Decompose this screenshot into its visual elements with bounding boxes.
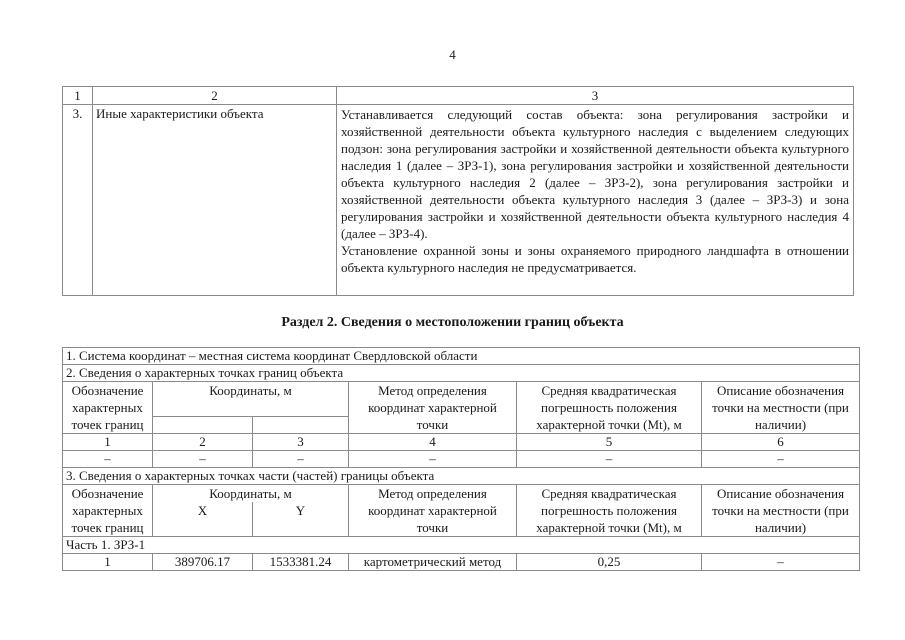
part-label-row: Часть 1. ЗРЗ-1 xyxy=(63,537,860,554)
dash-cell: – xyxy=(253,451,349,468)
dash-cell: – xyxy=(517,451,702,468)
header-cell: 2 xyxy=(93,87,337,105)
table-header-row xyxy=(63,485,860,503)
dash-cell: – xyxy=(349,451,517,468)
description-paragraph: Устанавливается следующий состав объекта: зона регулирования застройки и хозяйственной деятельности объекта культурного наследия с выделением следующих подзон: зона регулирования застройки и хозяйственной деятельности объекта культурного наследия 1 (далее – ЗРЗ-1), зона регулирования застройки и хозяйственной деятельности объекта культурного наследия 2 (далее – ЗРЗ-2), зона регулирования застройки и хозяйственной деятельности объекта культурного наследия 3 (далее – ЗРЗ-3) и зона регулирования застройки и хозяйственной деятельности объекта культурного наследия 4 (далее – ЗРЗ-4). xyxy=(341,107,849,241)
characteristics-table xyxy=(62,86,854,296)
dash-cell: – xyxy=(153,451,253,468)
table-row xyxy=(63,105,854,296)
col-number: 3 xyxy=(253,434,349,451)
error-value: 0,25 xyxy=(517,554,702,571)
col-method-header: Метод определения координат характерной точки xyxy=(349,485,517,537)
table-row xyxy=(63,348,860,365)
header-cell: 1 xyxy=(63,87,93,105)
description-paragraph: Установление охранной зоны и зоны охраняемого природного ландшафта в отношении объекта культурного наследия не предусматривается. xyxy=(341,243,849,275)
col-x-empty xyxy=(153,417,253,434)
point-number: 1 xyxy=(63,554,153,571)
boundaries-table xyxy=(62,347,860,571)
row-number: 3. xyxy=(63,105,93,296)
col-number: 5 xyxy=(517,434,702,451)
table-row xyxy=(63,468,860,485)
col-number: 4 xyxy=(349,434,517,451)
page-number: 4 xyxy=(449,47,456,62)
method-value: картометрический метод xyxy=(349,554,517,571)
table-row xyxy=(63,434,860,451)
col-point-header: Обозначение характерных точек границ xyxy=(63,485,153,537)
section-title: Раздел 2. Сведения о местоположении границ объекта xyxy=(281,315,624,330)
table-row xyxy=(63,451,860,468)
table-row xyxy=(63,554,860,571)
col-error-header: Средняя квадратическая погрешность положения характерной точки (Mt), м xyxy=(517,485,702,537)
col-method-header: Метод определения координат характерной точки xyxy=(349,382,517,434)
table-row xyxy=(63,365,860,382)
dash-cell: – xyxy=(702,451,860,468)
table-row xyxy=(63,537,860,554)
coord-y: 1533381.24 xyxy=(253,554,349,571)
coord-x: 389706.17 xyxy=(153,554,253,571)
col-coords-header: Координаты, м xyxy=(153,485,349,503)
col-number: 1 xyxy=(63,434,153,451)
coord-system-row: 1. Система координат – местная система координат Свердловской области xyxy=(63,348,860,365)
row-description xyxy=(337,105,854,296)
col-point-header: Обозначение характерных точек границ xyxy=(63,382,153,434)
points-section-row: 2. Сведения о характерных точках границ объекта xyxy=(63,365,860,382)
table-header-row xyxy=(63,382,860,417)
row-name: Иные характеристики объекта xyxy=(93,105,337,296)
col-number: 2 xyxy=(153,434,253,451)
col-coords-header: Координаты, м xyxy=(153,382,349,417)
col-x-header: X xyxy=(153,502,253,537)
col-desc-header: Описание обозначения точки на местности (при наличии) xyxy=(702,382,860,434)
description-value: – xyxy=(702,554,860,571)
header-cell: 3 xyxy=(337,87,854,105)
col-error-header: Средняя квадратическая погрешность положения характерной точки (Mt), м xyxy=(517,382,702,434)
col-y-empty xyxy=(253,417,349,434)
part-points-section-row: 3. Сведения о характерных точках части (частей) границы объекта xyxy=(63,468,860,485)
dash-cell: – xyxy=(63,451,153,468)
col-desc-header: Описание обозначения точки на местности (при наличии) xyxy=(702,485,860,537)
col-number: 6 xyxy=(702,434,860,451)
col-y-header: Y xyxy=(253,502,349,537)
table-header-row xyxy=(63,87,854,105)
